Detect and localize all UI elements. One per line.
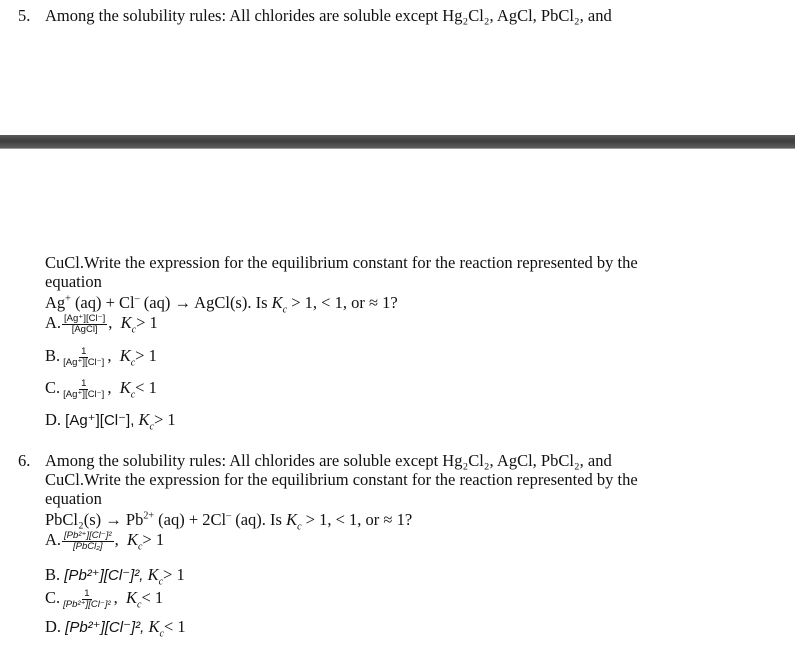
fraction: $\frac{\text{[Pb²⁺][Cl⁻]²}}{\text{[PbCl₂]}}$ — [64, 529, 112, 552]
fraction: $\frac{1}{[Ag^+][Cl^-]}$ — [63, 345, 105, 368]
option-label: A. — [45, 530, 62, 549]
q6-line3: equation — [45, 489, 102, 508]
q6-option-b[interactable]: B. [Pb²⁺][Cl⁻]², $K_c> 1$ — [45, 565, 185, 588]
q5-option-a[interactable]: A. $\frac{[Ag^+][Cl^-]}{\text{[AgCl]}}$ , $K_c> 1$ — [45, 312, 158, 336]
q6-equation: PbCl₂(s) → $Pb^{2+}$ (aq) + 2Cl– (aq). Is $K_c > 1$, < 1, or ≈ 1? — [45, 510, 413, 533]
q6-number: 6. — [18, 451, 31, 470]
q5-option-d[interactable]: D. [Ag⁺][Cl⁻], $K_c> 1$ — [45, 410, 176, 433]
option-label: B. — [45, 565, 61, 584]
option-label: A. — [45, 313, 62, 332]
q5-top-number: 5. — [18, 6, 31, 25]
q5-line2: equation — [45, 272, 102, 291]
fraction: $\frac{[Ag^+][Cl^-]}{\text{[AgCl]}}$ — [64, 312, 106, 335]
option-label: B. — [45, 346, 61, 365]
q5-option-c[interactable]: C. $\frac{1}{[Ag^+][Cl^-]}$ , $K_c< 1$ — [45, 377, 157, 401]
option-label: C. — [45, 588, 61, 607]
q6-line1: Among the solubility rules: All chlorides are soluble except Hg₂Cl₂, AgCl, PbCl₂, and — [45, 451, 612, 470]
option-label: D. — [45, 617, 62, 636]
q6-option-d[interactable]: D. [Pb²⁺][Cl⁻]², $K_c< 1$ — [45, 617, 186, 640]
q5-equation: Ag+ (aq) + Cl– (aq) → AgCl(s). Is $K_c > 1$, < 1, or ≈ 1? — [45, 293, 398, 316]
fraction: $\frac{1}{[Ag^+][Cl^-]}$ — [63, 377, 105, 400]
q5-option-b[interactable]: B. $\frac{1}{[Ag^+][Cl^-]}$ , $K_c> 1$ — [45, 345, 157, 369]
q6-option-c[interactable]: C. $\frac{1}{\text{[Pb²⁺][Cl⁻]²}}$ , $K_c< 1$ — [45, 587, 164, 611]
q5-line1: CuCl.Write the expression for the equilibrium constant for the reaction represented by the — [45, 253, 638, 272]
fraction: $\frac{1}{\text{[Pb²⁺][Cl⁻]²}}$ — [63, 587, 111, 610]
option-label: C. — [45, 378, 61, 397]
option-label: D. — [45, 410, 62, 429]
q6-option-a[interactable]: A. $\frac{\text{[Pb²⁺][Cl⁻]²}}{\text{[PbCl₂]}}$ , $K_c> 1$ — [45, 529, 165, 553]
page-divider — [0, 135, 795, 148]
page-divider-line — [0, 148, 795, 149]
q6-line2: CuCl.Write the expression for the equilibrium constant for the reaction represented by the — [45, 470, 638, 489]
q5-top-text: Among the solubility rules: All chlorides are soluble except Hg₂Cl₂, AgCl, PbCl₂, and — [45, 6, 612, 25]
